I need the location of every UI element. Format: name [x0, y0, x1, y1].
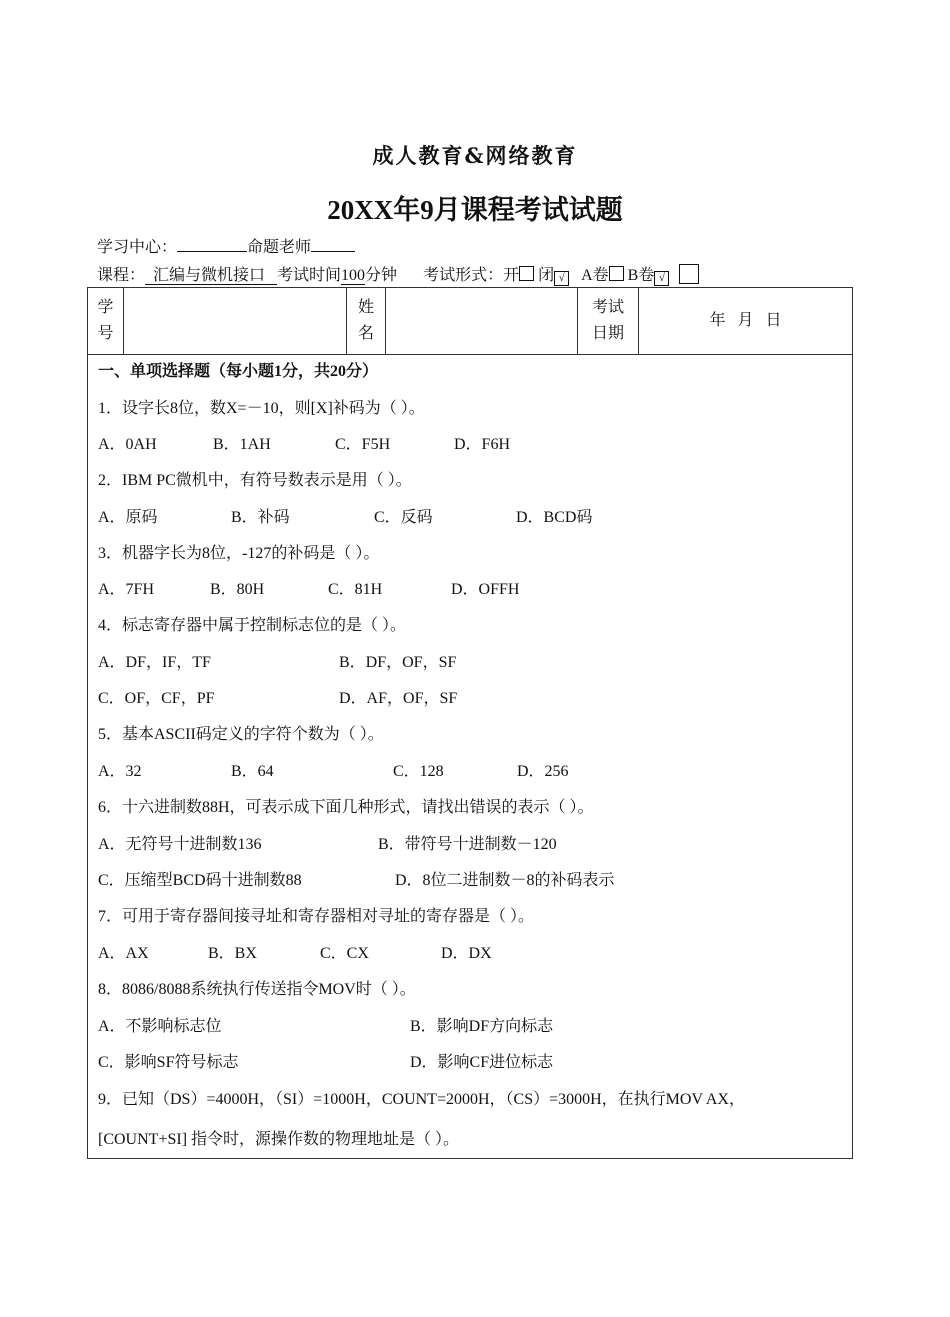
question-8-options-1: [98, 1013, 842, 1035]
option-b[interactable]: B．64: [231, 763, 274, 780]
info-line-1: [97, 234, 355, 257]
option-c[interactable]: C．压缩型BCD码十进制数88: [98, 872, 302, 889]
course-label: 课程：: [97, 267, 146, 284]
institution-title: 成人教育&网络教育: [372, 143, 578, 168]
option-b[interactable]: B．带符号十进制数－120: [378, 836, 557, 853]
option-b[interactable]: B．80H: [210, 581, 265, 598]
option-b[interactable]: B．补码: [231, 509, 290, 526]
paper-a-checkbox[interactable]: [609, 266, 624, 281]
option-c[interactable]: C．CX: [320, 945, 369, 962]
question-2-options: [98, 504, 842, 526]
question-1-options: [98, 431, 842, 453]
question-8: 8．8086/8088系统执行传送指令MOV时（ ）。: [98, 981, 416, 998]
option-d[interactable]: D．8位二进制数－8的补码表示: [395, 872, 615, 889]
teacher-blank: [311, 236, 355, 252]
option-c[interactable]: C．81H: [328, 581, 383, 598]
exam-date-field[interactable]: 年 月 日: [709, 312, 782, 329]
question-4: 4．标志寄存器中属于控制标志位的是（ ）。: [98, 617, 407, 634]
paper-a-label: A卷: [581, 267, 609, 284]
option-b[interactable]: B．影响DF方向标志: [410, 1018, 554, 1035]
paper-b-label: B卷: [627, 267, 655, 284]
exam-form-label: 考试形式：开: [423, 267, 520, 284]
option-c[interactable]: C．OF，CF，PF: [98, 690, 215, 707]
question-7-options: [98, 940, 842, 962]
extra-box: [679, 264, 699, 284]
question-9: 9．已知（DS）=4000H，（SI）=1000H，COUNT=2000H，（CS）=3000H，在执行MOV AX，: [98, 1091, 745, 1108]
option-c[interactable]: C．128: [393, 763, 444, 780]
exam-time-unit: 分钟: [365, 267, 398, 284]
question-4-options-2: [98, 685, 842, 707]
open-book-checkbox[interactable]: [519, 266, 534, 281]
option-a[interactable]: A．原码: [98, 509, 158, 526]
question-4-options-1: [98, 649, 842, 671]
study-center-blank: [177, 236, 247, 252]
option-c[interactable]: C．影响SF符号标志: [98, 1054, 239, 1071]
question-7: 7．可用于寄存器间接寻址和寄存器相对寻址的寄存器是（ ）。: [98, 908, 535, 925]
student-id-field[interactable]: [124, 288, 347, 354]
exam-title: 20XX年9月课程考试试题: [327, 195, 623, 225]
question-8-options-2: [98, 1049, 842, 1071]
name-field[interactable]: [386, 288, 578, 354]
option-a[interactable]: A．AX: [98, 945, 149, 962]
question-6-options-1: [98, 831, 842, 853]
exam-date-label: 考试日期: [578, 288, 639, 354]
study-center-label: 学习中心：: [97, 239, 178, 256]
option-a[interactable]: A．DF，IF，TF: [98, 654, 211, 671]
option-c[interactable]: C．F5H: [335, 436, 391, 453]
section-title: 一、单项选择题（每小题1分，共20分）: [98, 363, 379, 380]
name-label: 姓名: [347, 288, 386, 354]
question-2: 2．IBM PC微机中，有符号数表示是用（ ）。: [98, 472, 412, 489]
option-b[interactable]: B．BX: [208, 945, 257, 962]
info-line-2: [97, 262, 699, 286]
header-row: [88, 288, 852, 355]
option-d[interactable]: D．OFFH: [451, 581, 520, 598]
option-a[interactable]: A．不影响标志位: [98, 1018, 222, 1035]
teacher-label: 命题老师: [247, 239, 312, 256]
option-d[interactable]: D．AF，OF，SF: [339, 690, 458, 707]
exam-table: [87, 287, 853, 1159]
question-6-options-2: [98, 867, 842, 889]
option-d[interactable]: D．F6H: [454, 436, 511, 453]
option-a[interactable]: A．7FH: [98, 581, 155, 598]
option-b[interactable]: B．1AH: [213, 436, 271, 453]
option-b[interactable]: B．DF，OF，SF: [339, 654, 457, 671]
closed-book-checkbox[interactable]: √: [554, 271, 569, 286]
paper-b-checkbox[interactable]: √: [654, 271, 669, 286]
option-a[interactable]: A．32: [98, 763, 142, 780]
question-5: 5．基本ASCII码定义的字符个数为（ ）。: [98, 726, 384, 743]
exam-time-value: 100: [341, 267, 366, 284]
question-1: 1．设字长8位，数X=－10，则[X]补码为（ ）。: [98, 400, 425, 417]
option-d[interactable]: D．DX: [441, 945, 492, 962]
option-d[interactable]: D．256: [517, 763, 569, 780]
option-d[interactable]: D．BCD码: [516, 509, 593, 526]
option-a[interactable]: A．无符号十进制数136: [98, 836, 262, 853]
option-c[interactable]: C．反码: [374, 509, 433, 526]
student-id-label: 学号: [88, 288, 124, 354]
question-6: 6．十六进制数88H，可表示成下面几种形式，请找出错误的表示（ ）。: [98, 799, 594, 816]
option-d[interactable]: D．影响CF进位标志: [410, 1054, 554, 1071]
question-3-options: [98, 576, 842, 598]
question-9-continued: [COUNT+SI] 指令时，源操作数的物理地址是（ ）。: [98, 1131, 460, 1148]
option-a[interactable]: A．0AH: [98, 436, 157, 453]
exam-time-label: 考试时间: [277, 267, 342, 284]
course-name: 汇编与微机接口: [145, 267, 277, 285]
closed-book-label: 闭: [538, 267, 555, 284]
question-5-options: [98, 758, 842, 780]
question-3: 3．机器字长为8位，-127的补码是（ ）。: [98, 545, 380, 562]
